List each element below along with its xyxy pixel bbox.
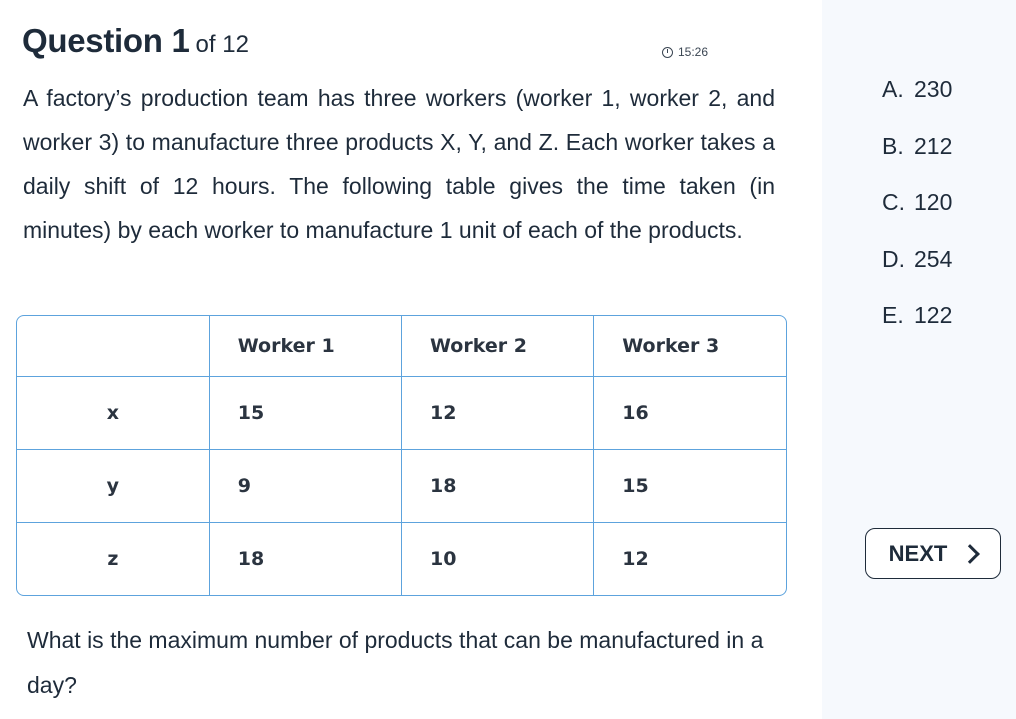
option-value: 120 bbox=[914, 189, 953, 215]
option-value: 230 bbox=[914, 76, 953, 102]
table-header-cell: Worker 3 bbox=[594, 316, 786, 377]
option-value: 254 bbox=[914, 245, 953, 272]
question-prompt: What is the maximum number of products that can be manufactured in a day? bbox=[27, 627, 764, 698]
next-button[interactable] bbox=[865, 528, 1001, 579]
table-row bbox=[17, 523, 786, 596]
option-b[interactable] bbox=[882, 127, 952, 184]
table-cell: 10 bbox=[402, 523, 594, 596]
option-letter: B. bbox=[882, 132, 904, 159]
table-header-row bbox=[17, 316, 786, 377]
option-a[interactable] bbox=[882, 70, 952, 127]
option-value: 122 bbox=[914, 302, 953, 328]
row-label: x bbox=[17, 377, 209, 450]
option-letter: C. bbox=[882, 189, 905, 215]
option-e[interactable] bbox=[882, 296, 952, 353]
data-table bbox=[16, 315, 787, 596]
next-label: NEXT bbox=[888, 540, 948, 566]
clock-icon bbox=[662, 47, 673, 58]
table-cell: 18 bbox=[209, 523, 401, 596]
option-letter: D. bbox=[882, 245, 905, 272]
answer-options bbox=[882, 70, 952, 353]
option-c[interactable] bbox=[882, 183, 952, 240]
table-cell: 18 bbox=[402, 450, 594, 523]
table-row bbox=[17, 377, 786, 450]
question-stem: A factory’s production team has three workers (worker 1, worker 2, and worker 3) to manufacture three products X, Y, and Z. Each worker takes a daily shift of 12 hours. The following table gives the time taken (in minutes) by each worker to manufacture 1 unit of each of the products. bbox=[23, 85, 775, 243]
table-header-cell: Worker 1 bbox=[209, 316, 401, 377]
question-count: of 12 bbox=[195, 31, 249, 58]
table-header-cell bbox=[17, 316, 209, 377]
table-cell: 15 bbox=[594, 450, 786, 523]
row-label: y bbox=[17, 450, 209, 523]
option-d[interactable] bbox=[882, 240, 952, 297]
option-letter: A. bbox=[882, 76, 904, 102]
option-letter: E. bbox=[882, 302, 904, 328]
table-cell: 9 bbox=[209, 450, 401, 523]
row-label: z bbox=[17, 523, 209, 596]
timer bbox=[662, 45, 708, 59]
table-cell: 16 bbox=[594, 377, 786, 450]
chevron-right-icon bbox=[960, 544, 980, 564]
table-cell: 12 bbox=[402, 377, 594, 450]
question-header bbox=[22, 22, 249, 60]
option-value: 212 bbox=[914, 132, 953, 159]
timer-value: 15:26 bbox=[678, 45, 709, 59]
table-cell: 15 bbox=[209, 377, 401, 450]
question-number: Question 1 bbox=[22, 22, 190, 59]
table-header-cell: Worker 2 bbox=[402, 316, 594, 377]
table-cell: 12 bbox=[594, 523, 786, 596]
table-row bbox=[17, 450, 786, 523]
